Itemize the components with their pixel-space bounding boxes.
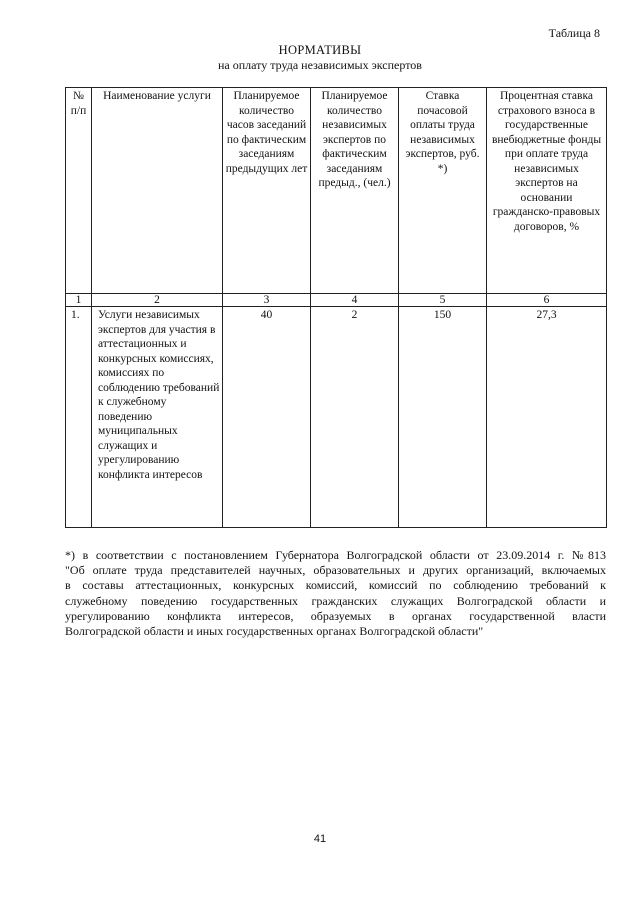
norms-table: [65, 87, 607, 528]
header-cell-hours: Планируемое количество часов заседаний по фактическим заседаниям предыдущих лет: [223, 88, 311, 294]
column-number: 5: [399, 294, 487, 307]
footnote: [65, 548, 606, 639]
table-label: Таблица 8: [548, 26, 600, 40]
hours-cell: 40: [223, 307, 311, 528]
column-number: 2: [92, 294, 223, 307]
row-number: 1.: [66, 307, 92, 528]
document-title: НОРМАТИВЫ: [278, 43, 362, 57]
service-name-cell: Услуги независимых экспертов для участия в аттестационных и конкурсных комиссиях, комиссиях по соблюдению требований к служебному поведению муниципальных служащих и урегулированию конфликта интересов: [92, 307, 223, 528]
footnote-line: урегулированию конфликта интересов, образуемых в органах государственной власти: [65, 608, 606, 623]
table-row: [66, 307, 607, 528]
footnote-line: Волгоградской области и иных государственных органах Волгоградской области": [65, 624, 484, 639]
rate-cell: 150: [399, 307, 487, 528]
footnote-line: "Об оплате труда представителей научных, образовательных и других организаций, включаемых: [65, 563, 606, 578]
percent-cell: 27,3: [487, 307, 607, 528]
column-number: 6: [487, 294, 607, 307]
header-cell-service-name: Наименование услуги: [92, 88, 223, 294]
document-subtitle: на оплату труда независимых экспертов: [218, 58, 422, 72]
column-number: 3: [223, 294, 311, 307]
header-cell-number: № п/п: [66, 88, 92, 294]
footnote-line: *) в соответствии с постановлением Губернатора Волгоградской области от 23.09.2014 г. №813: [65, 548, 606, 562]
column-number: 4: [311, 294, 399, 307]
header-cell-experts: Планируемое количество независимых экспертов по фактическим заседаниям предыд., (чел.): [311, 88, 399, 294]
header-cell-rate: Ставка почасовой оплаты труда независимых экспертов, руб. *): [399, 88, 487, 294]
experts-cell: 2: [311, 307, 399, 528]
header-cell-percent: Процентная ставка страхового взноса в государственные внебюджетные фонды при оплате труда независимых экспертов на основании гражданско-правовых договоров, %: [487, 88, 607, 294]
page-number: 41: [313, 833, 327, 845]
header-row: [66, 88, 607, 294]
column-number: 1: [66, 294, 92, 307]
footnote-line: служебному поведению государственных гражданских служащих Волгоградской области и: [65, 593, 606, 608]
footnote-line: в составы аттестационных, конкурсных комиссий, комиссий по соблюдению требований к: [65, 578, 606, 593]
column-number-row: [66, 294, 607, 307]
